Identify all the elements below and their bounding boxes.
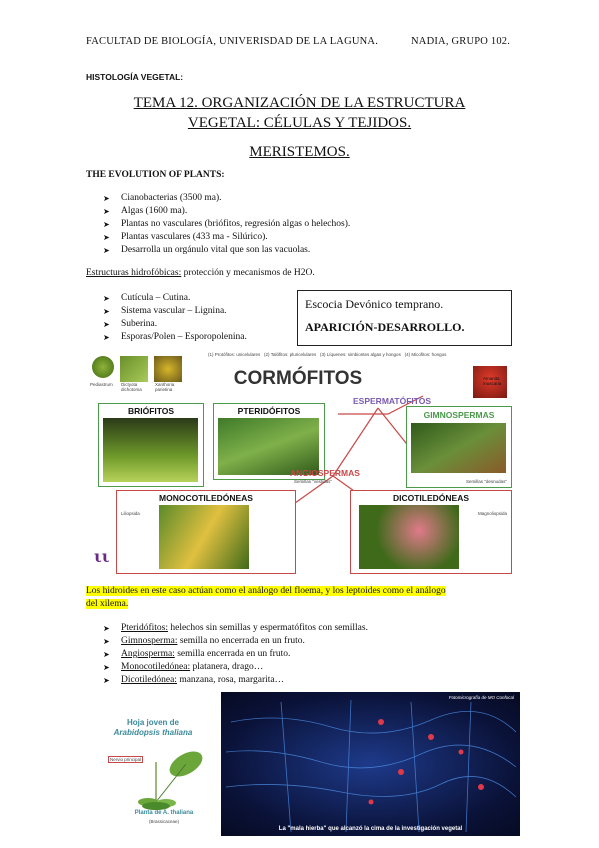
topnote: (3) Líquenes: simbiontes algas y hongos [320,352,401,357]
pteridofitos-label: PTERIDÓFITOS [237,406,301,416]
evolution-heading: THE EVOLUTION OF PLANTS: [86,170,225,180]
gimnospermas-label: GIMNOSPERMAS [423,410,495,420]
arabidopsis-drawing [116,742,216,812]
hydrophobic-line: Estructuras hidrofóbicas: protección y mecanismos de H2O. [86,268,315,278]
arrow-bullet-icon: ➤ [103,220,110,229]
espermatofitos-label: ESPERMATÓFITOS [353,396,432,406]
list-item: ➤ Plantas vasculares (433 ma - Silúrico). [103,232,268,242]
pteridofitos-image [218,418,319,475]
section-label: HISTOLOGÍA VEGETAL: [86,72,184,82]
dictyota-image [120,356,148,382]
monocotiledoneas-image [159,505,249,569]
leaf-title: Hoja joven de [126,718,179,727]
algae-label: Xanthoria parietina [155,382,175,392]
family-label: (Brassicaceae) [148,819,179,824]
list-item: ➤ Dicotiledónea: manzana, rosa, margarita… [103,675,285,685]
list-item: ➤ Esporas/Polen – Esporopolenina. [103,332,247,342]
arrow-bullet-icon: ➤ [103,663,110,672]
title-line-1: TEMA 12. ORGANIZACIÓN DE LA ESTRUCTURA [133,95,466,111]
list-item: ➤ Cutícula – Cutina. [103,293,191,303]
topnote: (2) Talófitos: pluricelulares [264,352,317,357]
arrow-bullet-icon: ➤ [103,307,110,316]
topnote: (1) Protófitos: unicelulares [208,352,261,357]
highlight-line-2: del xilema. [86,599,129,609]
list-item: ➤ Algas (1600 ma). [103,206,188,216]
list-item: ➤ Suberina. [103,319,158,329]
list-item: ➤ Pteridófitos: helechos sin semillas y espermatófitos con semillas. [103,623,368,633]
arrow-bullet-icon: ➤ [103,676,110,685]
definitions-list [103,622,368,687]
cell-network [221,692,520,836]
topnote: (4) Micofitos: hongos [404,352,447,357]
dicotiledoneas-panel [350,490,512,574]
gimnospermas-image [411,423,506,473]
micro-title: Fotomicrografía de MO Confocal [448,695,514,700]
leaf-species: Arabidopsis thaliana [113,728,193,737]
arrow-bullet-icon: ➤ [103,624,110,633]
dicotiledoneas-image [359,505,459,569]
arrow-bullet-icon: ➤ [103,194,110,203]
list-item: ➤ Monocotiledónea: platanera, drago… [103,662,264,672]
arrow-bullet-icon: ➤ [103,320,110,329]
box-line-1: Escocia Devónico temprano. [305,297,444,311]
briofitos-panel [98,403,204,487]
hydrophobic-list [103,292,247,344]
angiospermas-note: Semillas "vestidas" [294,479,332,484]
micro-caption: La "mala hierba" que alcanzó la cima de la investigación vegetal [278,826,463,832]
dicotiledoneas-note: Magnoliopsida [477,511,507,516]
cormofitos-diagram [88,348,514,574]
devonian-box [297,290,512,346]
highlight-paragraph [86,585,516,611]
list-item: ➤ Gimnosperma: semilla no encerrada en un fruto. [103,636,305,646]
box-line-2: APARICIÓN-DESARROLLO. [305,320,465,334]
list-item: ➤ Plantas no vasculares (briófitos, regresión algas o helechos). [103,219,351,229]
list-item: ➤ Cianobacterias (3500 ma). [103,193,222,203]
monocotiledoneas-label: MONOCOTILEDÓNEAS [159,493,253,503]
mushroom-label: Amanita muscaria [483,376,502,386]
arrow-bullet-icon: ➤ [103,650,110,659]
diagram-topnotes [208,352,508,357]
arrow-bullet-icon: ➤ [103,207,110,216]
title-line-2: VEGETAL: CÉLULAS Y TEJIDOS. [187,115,412,131]
arrow-bullet-icon: ➤ [103,333,110,342]
briofitos-image [103,418,198,482]
algae-label: Dictyota dichotoma [121,382,142,392]
highlight-line-1: Los hidroides en este caso actúan como el análogo del floema, y los leptoides como el análogo [86,586,446,596]
list-item: ➤ Angiosperma: semilla encerrada en un fruto. [103,649,291,659]
header-right: NADIA, GRUPO 102. [411,36,511,47]
dicotiledoneas-label: DICOTILEDÓNEAS [392,493,470,503]
gimnospermas-note: Semillas "desnudas" [466,479,507,484]
arrow-bullet-icon: ➤ [103,637,110,646]
xanthoria-image [154,356,182,382]
evolution-list [103,192,350,257]
confocal-micrograph [221,692,520,836]
monocotiledoneas-panel [116,490,296,574]
list-item: ➤ Sistema vascular – Lignina. [103,306,227,316]
algae-label: Pediastrum [90,382,113,387]
header-left: FACULTAD DE BIOLOGÍA, UNIVERISDAD DE LA LAGUNA. [86,36,379,47]
plant-label: Planta de A. thaliana [134,810,194,816]
arrow-bullet-icon: ➤ [103,233,110,242]
briofitos-label: BRIÓFITOS [127,406,175,416]
diagram-title: CORMÓFITOS [233,368,363,389]
title-line-3: MERISTEMOS. [249,144,350,160]
pediastrum-image [92,356,114,378]
logo-icon: ιι [94,547,110,566]
nerve-label: Nervio principal [110,757,142,762]
monocotiledoneas-note: Liliopsida [121,511,140,516]
arrow-bullet-icon: ➤ [103,294,110,303]
gimnospermas-panel [406,406,512,488]
arrow-bullet-icon: ➤ [103,246,110,255]
arabidopsis-figure [86,692,220,836]
angiospermas-label: ANGIOSPERMAS [290,468,360,478]
list-item: ➤ Desarrolla un orgánulo vital que son las vacuolas. [103,245,311,255]
